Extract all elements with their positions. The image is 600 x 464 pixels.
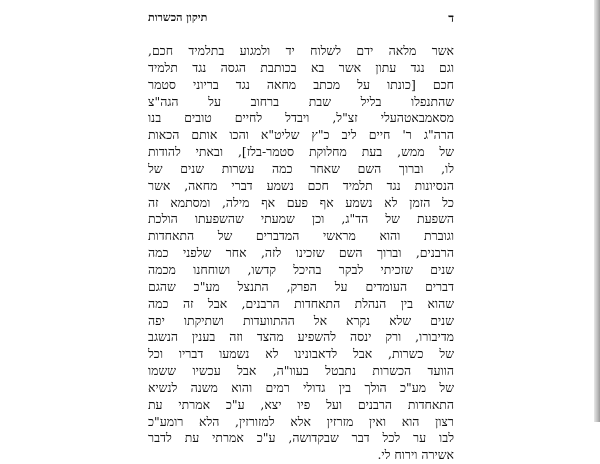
text-line: שהתנפלו בליל שבת ברחוב על הגה"צ xyxy=(148,93,454,109)
text-line: כל הזמן לא נשמע אף פעם אף מילה, ומסתמא זה xyxy=(148,194,454,210)
text-line: אשירה וירוח לי. xyxy=(377,447,454,463)
text-line: וגוברת והוא מראשי המדברים של התאחדות xyxy=(148,228,454,244)
body-text xyxy=(148,43,454,464)
text-line: השפעת של הד"ג, וכן שמעתי שהשפעתו הולכת xyxy=(148,211,454,227)
text-line: דברים העומדים על הפרק, התנצל מע"כ שהגם xyxy=(148,278,454,294)
text-line: וגם נגד עתון אשר בא בכותבת הגסה נגד תלמיד xyxy=(148,59,454,75)
text-line: הרבנים, וברוך השם שזכינו לזה, אחר שלפני כמה xyxy=(148,245,454,261)
text-line: לבו ער לכל דבר שבקדושה, ע"כ אמרתי עת לדבר xyxy=(148,430,454,446)
text-line: של ממש, בעת מחלוקת סטמר-בלז], ובאתי להודות xyxy=(148,144,454,160)
text-line: מסאמבאטהעלי זצ"ל, ויבדל לחיים טובים בנו xyxy=(148,110,454,126)
text-line: אשר מלאה ידם לשלוח יד ולמגוע בתלמיד חכם, xyxy=(148,43,454,58)
text-line: שנים שזכיתי לבקר בהיכל קדשו, ושוחחנו מכמה xyxy=(148,261,454,277)
text-line: התאחדות הרבנים ועל פיו יצא, ע"כ אמרתי עת xyxy=(148,396,454,412)
running-title: תיקון הכשרות xyxy=(148,11,208,24)
text-line: הרה"ג ר' חיים ליב כ"ץ שליט"א והכו אותם הכאות xyxy=(148,127,454,143)
text-line: של מע"כ הולך בין גדולי רמים והוא משנה לנשיא xyxy=(148,379,454,395)
text-line: מדיבורו, ורק ינסה להשפיע מהצד וזה בענין הנשגב xyxy=(148,329,454,345)
text-line: חכם [כונתו על מכתב מחאה נגד בריוני סטמר xyxy=(148,76,454,92)
text-line: רצון הוא ואין מזרזין אלא למזורזין, הלא רומע"כ xyxy=(148,413,454,429)
text-line: שנים שלא נקרא אל ההתוועדות ושתיקתו יפה xyxy=(148,312,454,328)
running-head xyxy=(148,10,454,26)
page-number: ד xyxy=(448,11,454,25)
text-line: שהוא בין הנהלת התאחדות הרבנים, אבל זה כמה xyxy=(148,295,454,311)
text-line: של כשרות, אבל לדאבונינו לא נשמעו דבריו וכל xyxy=(148,346,454,362)
text-line: הוועד הכשרות נתבטל בעוו"ה, אבל עכשיו ששמו xyxy=(148,363,454,379)
page-edge-shadow xyxy=(594,0,600,422)
text-line: הנסיונות נגד תלמיד חכם נשמע דברי מחאה, אשר xyxy=(148,177,454,193)
text-line: לו, וברוך השם שאחר כמה עשרות שנים של xyxy=(148,160,454,176)
